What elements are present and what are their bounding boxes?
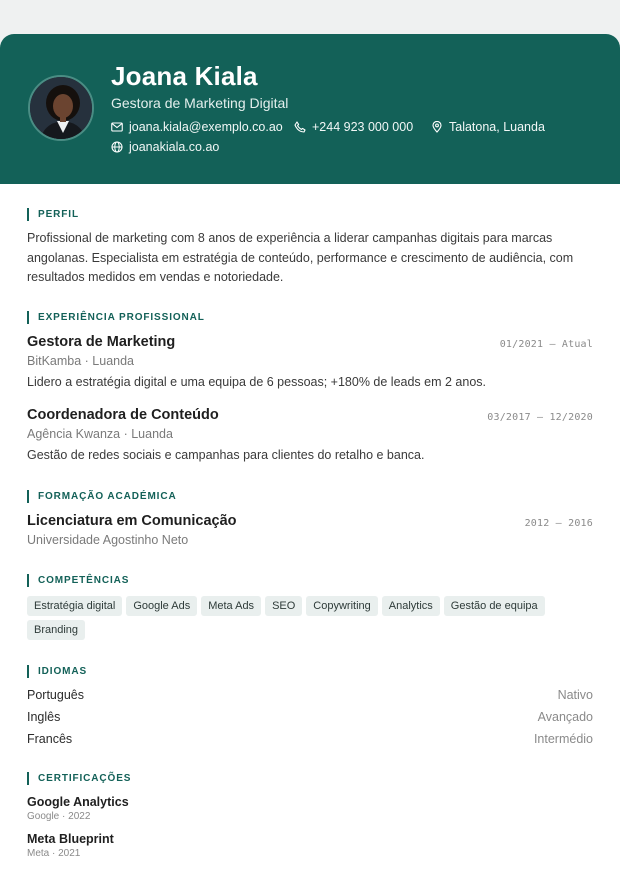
- skill-chip: Gestão de equipa: [444, 596, 545, 616]
- experience-dates: 03/2017 — 12/2020: [487, 412, 593, 423]
- resume-page: [0, 34, 620, 876]
- language-level: Intermédio: [533, 732, 593, 746]
- language-name: Francês: [27, 732, 73, 746]
- contact-email[interactable]: [111, 120, 283, 134]
- avatar: [28, 75, 94, 141]
- website-text: joanakiala.co.ao: [129, 140, 220, 154]
- skill-chip: Meta Ads: [201, 596, 261, 616]
- language-name: Português: [27, 688, 84, 702]
- skill-chip: Estratégia digital: [27, 596, 122, 616]
- experience-company: BitKamba · Luanda: [27, 354, 135, 368]
- contact-website[interactable]: [111, 140, 219, 154]
- certification-name: Meta Blueprint: [27, 832, 114, 846]
- phone-text: +244 923 000 000: [312, 120, 414, 134]
- section-title-education: FORMAÇÃO ACADÉMICA: [27, 490, 177, 503]
- phone-icon: [294, 121, 306, 133]
- contact-location: [431, 120, 545, 134]
- mail-icon: [111, 121, 123, 133]
- language-row: [27, 732, 593, 746]
- section-title-certifications: CERTIFICAÇÕES: [27, 772, 131, 785]
- location-pin-icon: [431, 121, 443, 133]
- language-name: Inglês: [27, 710, 61, 724]
- certification-name: Google Analytics: [27, 795, 129, 809]
- language-level: Nativo: [557, 688, 593, 702]
- education-dates: 2012 — 2016: [524, 518, 593, 529]
- skill-chip: Copywriting: [306, 596, 377, 616]
- experience-title: Gestora de Marketing: [27, 334, 176, 350]
- experience-company: Agência Kwanza · Luanda: [27, 427, 173, 441]
- resume-header: [0, 34, 620, 184]
- education-school: Universidade Agostinho Neto: [27, 533, 189, 547]
- profile-summary: Profissional de marketing com 8 anos de experiência a liderar campanhas digitais para marcas angolanas. Especialista em estratégia de conteúdo, performance e crescimento de audiência, com resultados medidos em vendas e notoriedade.: [27, 231, 574, 284]
- language-row: [27, 688, 593, 702]
- section-title-skills: COMPETÊNCIAS: [27, 574, 129, 587]
- section-title-experience: EXPERIÊNCIA PROFISSIONAL: [27, 311, 205, 324]
- experience-description: Gestão de redes sociais e campanhas para clientes do retalho e banca.: [27, 448, 425, 462]
- experience-dates: 01/2021 — Atual: [499, 339, 593, 350]
- section-title-languages: IDIOMAS: [27, 665, 87, 678]
- certification-meta: Meta · 2021: [27, 848, 81, 859]
- contact-phone[interactable]: [294, 120, 413, 134]
- education-degree: Licenciatura em Comunicação: [27, 513, 237, 529]
- skill-chip: Analytics: [382, 596, 440, 616]
- skill-chip: Google Ads: [126, 596, 197, 616]
- globe-icon: [111, 141, 123, 153]
- skill-chip: Branding: [27, 620, 85, 640]
- language-row: [27, 710, 593, 724]
- experience-title: Coordenadora de Conteúdo: [27, 407, 219, 423]
- email-text: joana.kiala@exemplo.co.ao: [129, 120, 283, 134]
- skill-chip: SEO: [265, 596, 302, 616]
- skills-list: [27, 596, 587, 640]
- experience-description: Lidero a estratégia digital e uma equipa de 6 pessoas; +180% de leads em 2 anos.: [27, 375, 486, 389]
- location-text: Talatona, Luanda: [449, 120, 545, 134]
- candidate-role: Gestora de Marketing Digital: [111, 95, 289, 111]
- candidate-name: Joana Kiala: [111, 61, 258, 91]
- section-title-profile: PERFIL: [27, 208, 79, 221]
- certification-meta: Google · 2022: [27, 811, 91, 822]
- language-level: Avançado: [537, 710, 593, 724]
